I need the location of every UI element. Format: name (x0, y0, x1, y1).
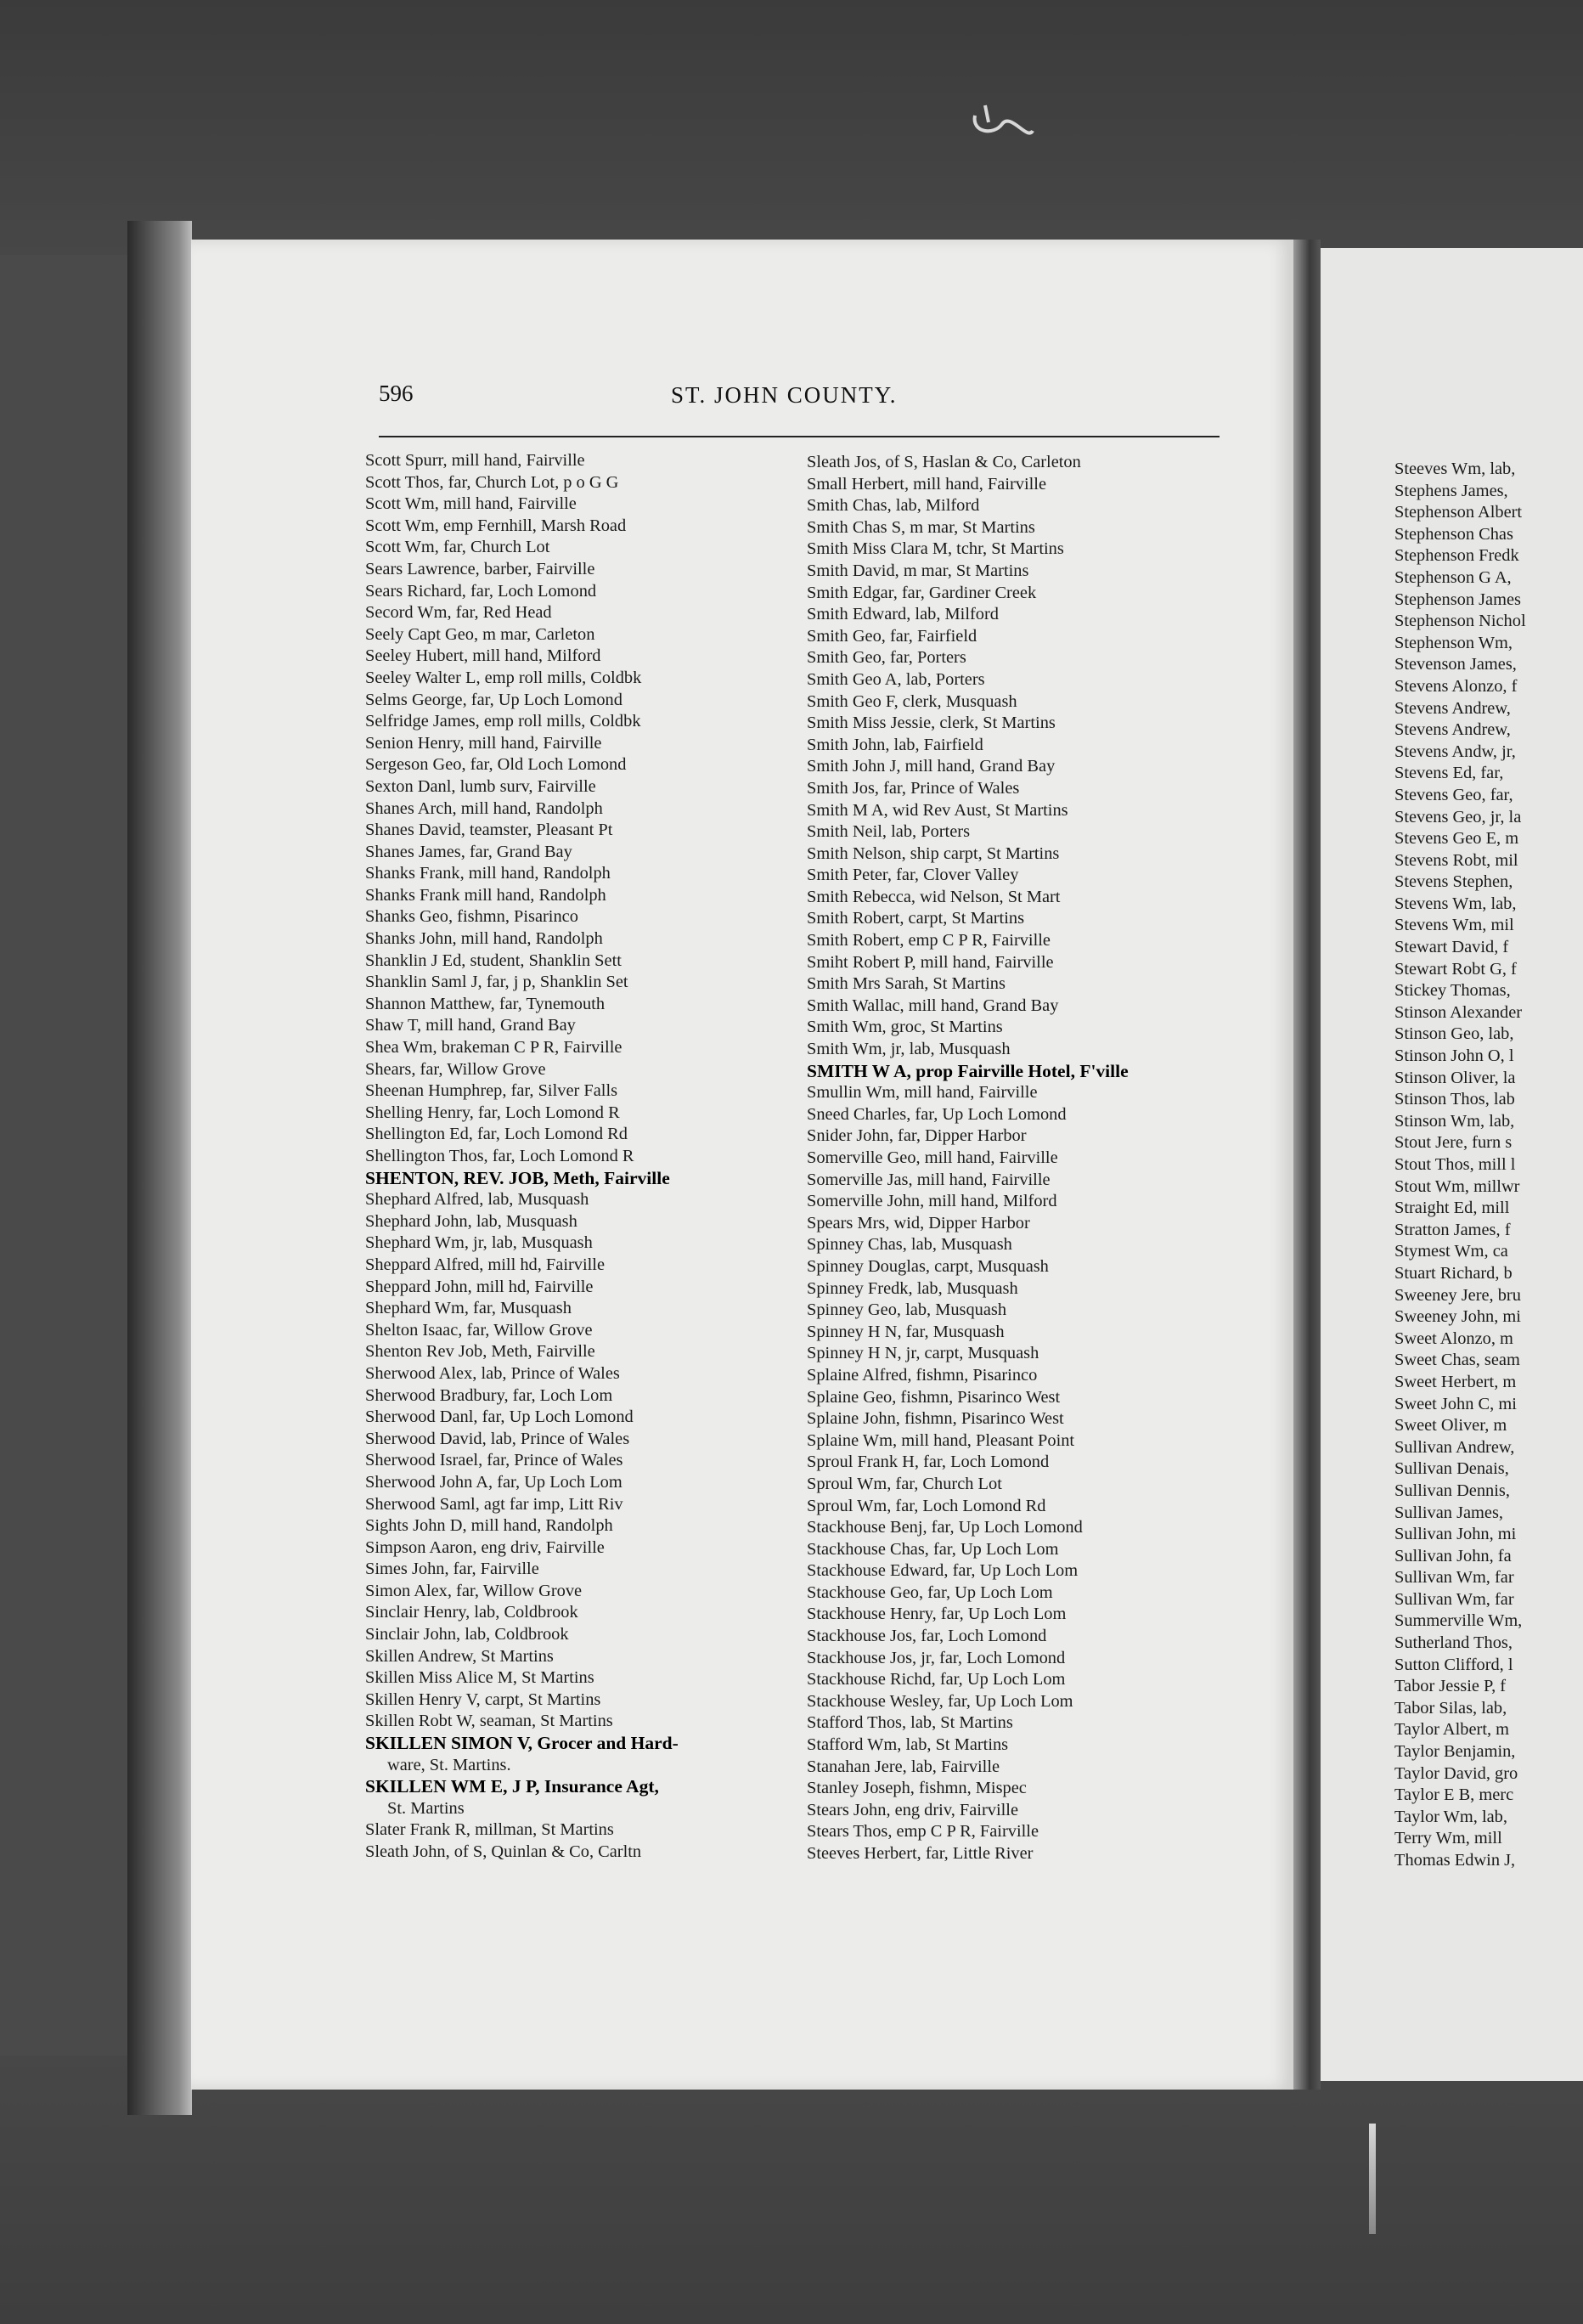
directory-entry: Sutton Clifford, l (1394, 1655, 1513, 1674)
directory-entry: Shanklin Saml J, far, j p, Shanklin Set (365, 973, 628, 992)
directory-entry: Skillen Andrew, St Martins (365, 1646, 554, 1666)
directory-column-2 (807, 452, 1223, 1865)
directory-entry: Stout Thos, mill l (1394, 1155, 1516, 1174)
directory-entry: Smith John J, mill hand, Grand Bay (807, 757, 1056, 776)
directory-entry: SKILLEN WM E, J P, Insurance Agt, (365, 1776, 659, 1797)
directory-column-1 (365, 450, 790, 1864)
directory-entry: Sneed Charles, far, Up Loch Lomond (807, 1104, 1067, 1124)
directory-entry: Tabor Jessie P, f (1394, 1677, 1507, 1696)
directory-entry: Taylor David, gro (1394, 1763, 1518, 1783)
directory-entry: Stevens Andw, jr, (1394, 742, 1516, 761)
directory-entry: Stinson Thos, lab (1394, 1090, 1515, 1109)
directory-entry: Somerville Jas, mill hand, Fairville (807, 1170, 1051, 1189)
directory-entry: Shephard John, lab, Musquash (365, 1211, 577, 1231)
directory-entry: Stackhouse Wesley, far, Up Loch Lom (807, 1691, 1073, 1711)
directory-entry: Small Herbert, mill hand, Fairville (807, 474, 1047, 494)
directory-entry: Stackhouse Jos, jr, far, Loch Lomond (807, 1648, 1066, 1667)
directory-entry: Shanes David, teamster, Pleasant Pt (365, 821, 613, 840)
directory-entry: Seeley Walter L, emp roll mills, Coldbk (365, 668, 642, 687)
directory-entry: Smith M A, wid Rev Aust, St Martins (807, 800, 1068, 820)
directory-entry: Stephenson Fredk (1394, 546, 1519, 566)
directory-entry: Stevens Wm, mil (1394, 916, 1514, 935)
directory-entry: Scott Thos, far, Church Lot, p o G G (365, 472, 619, 492)
directory-entry: Splaine Wm, mill hand, Pleasant Point (807, 1430, 1075, 1450)
directory-entry: Stephenson Nichol (1394, 612, 1526, 631)
directory-entry: Spinney Chas, lab, Musquash (807, 1235, 1012, 1255)
directory-entry: Smith Mrs Sarah, St Martins (807, 974, 1006, 994)
directory-entry: Sullivan John, mi (1394, 1525, 1517, 1544)
directory-entry: Spinney Douglas, carpt, Musquash (807, 1256, 1049, 1276)
directory-entry: Stevens Andrew, (1394, 698, 1511, 718)
directory-entry: Smith Edgar, far, Gardiner Creek (807, 583, 1037, 602)
directory-entry: Smith Jos, far, Prince of Wales (807, 778, 1020, 798)
directory-entry: SHENTON, REV. JOB, Meth, Fairville (365, 1167, 670, 1188)
directory-entry: Stevens Alonzo, f (1394, 676, 1518, 696)
directory-entry: Stackhouse Benj, far, Up Loch Lomond (807, 1518, 1083, 1537)
directory-entry: Shaw T, mill hand, Grand Bay (365, 1016, 576, 1035)
directory-entry: Smith Rebecca, wid Nelson, St Mart (807, 887, 1061, 906)
directory-entry: Sleath Jos, of S, Haslan & Co, Carleton (807, 453, 1081, 471)
directory-entry: Smith Robert, emp C P R, Fairville (807, 931, 1051, 950)
directory-entry: Stevens Wm, lab, (1394, 894, 1517, 913)
directory-entry: Spinney H N, far, Musquash (807, 1322, 1005, 1341)
directory-entry: Stephenson James (1394, 589, 1521, 609)
directory-entry: Stephenson Chas (1394, 524, 1513, 544)
directory-entry: Spears Mrs, wid, Dipper Harbor (807, 1213, 1030, 1233)
directory-entry: Smullin Wm, mill hand, Fairville (807, 1083, 1038, 1103)
directory-entry: Splaine Alfred, fishmn, Pisarinco (807, 1365, 1038, 1385)
directory-entry: Spinney H N, jr, carpt, Musquash (807, 1344, 1039, 1363)
directory-entry: Stevens Geo, jr, la (1394, 807, 1522, 826)
directory-entry: Smith Peter, far, Clover Valley (807, 866, 1019, 885)
directory-entry: Stinson Geo, lab, (1394, 1024, 1514, 1044)
directory-entry: Selfridge James, emp roll mills, Coldbk (365, 712, 641, 731)
directory-entry: Sweet John C, mi (1394, 1394, 1517, 1413)
directory-entry: Shears, far, Willow Grove (365, 1059, 546, 1079)
directory-entry: Smith Wm, jr, lab, Musquash (807, 1040, 1011, 1059)
directory-entry: Sherwood Israel, far, Prince of Wales (365, 1451, 623, 1470)
directory-entry: Tabor Silas, lab, (1394, 1698, 1507, 1718)
scan-background-bottom (0, 2056, 1583, 2324)
directory-entry: Smith Geo F, clerk, Musquash (807, 691, 1017, 711)
directory-entry: Smiht Robert P, mill hand, Fairville (807, 952, 1054, 972)
directory-entry: Sights John D, mill hand, Randolph (365, 1516, 613, 1536)
directory-entry: Slater Frank R, millman, St Martins (365, 1820, 614, 1840)
directory-entry: Stephens James, (1394, 481, 1508, 500)
directory-entry: Sears Richard, far, Loch Lomond (365, 581, 597, 601)
directory-entry: Sheppard John, mill hd, Fairville (365, 1277, 594, 1296)
directory-entry: Sullivan James, (1394, 1503, 1503, 1522)
directory-entry: Shellington Ed, far, Loch Lomond Rd (365, 1125, 628, 1144)
directory-entry: Smith Robert, carpt, St Martins (807, 909, 1024, 928)
directory-entry: Smith Miss Jessie, clerk, St Martins (807, 714, 1056, 733)
directory-entry: Shea Wm, brakeman C P R, Fairville (365, 1038, 622, 1058)
directory-entry: Sproul Wm, far, Loch Lomond Rd (807, 1496, 1046, 1515)
directory-entry: Stackhouse Chas, far, Up Loch Lom (807, 1539, 1059, 1559)
directory-entry: Scott Wm, emp Fernhill, Marsh Road (365, 516, 627, 535)
directory-entry: Shenton Rev Job, Meth, Fairville (365, 1342, 595, 1362)
directory-entry: Smith Geo A, lab, Porters (807, 669, 985, 689)
directory-entry: Shephard Wm, jr, lab, Musquash (365, 1233, 593, 1253)
directory-entry: Sutherland Thos, (1394, 1633, 1513, 1653)
directory-entry: Sweet Oliver, m (1394, 1416, 1507, 1436)
directory-entry: Spinney Fredk, lab, Musquash (807, 1278, 1018, 1298)
directory-entry: Smith Edward, lab, Milford (807, 605, 999, 624)
directory-entry: Shephard Alfred, lab, Musquash (365, 1190, 589, 1210)
directory-entry: Stinson Wm, lab, (1394, 1111, 1515, 1131)
page-gutter (1293, 240, 1321, 2090)
directory-entry: Sullivan Denais, (1394, 1459, 1509, 1479)
directory-entry: Stackhouse Edward, far, Up Loch Lom (807, 1561, 1079, 1581)
directory-entry: Selms George, far, Up Loch Lomond (365, 690, 622, 709)
directory-entry: Summerville Wm, (1394, 1611, 1523, 1631)
directory-entry: Stuart Richard, b (1394, 1263, 1513, 1283)
directory-entry: Skillen Miss Alice M, St Martins (365, 1668, 594, 1688)
directory-entry: Stickey Thomas, (1394, 981, 1511, 1001)
light-flare (1369, 2124, 1376, 2234)
directory-entry: SMITH W A, prop Fairville Hotel, F'ville (807, 1060, 1129, 1081)
directory-entry: Smith Geo, far, Fairfield (807, 626, 977, 646)
directory-entry: Stanahan Jere, lab, Fairville (807, 1757, 1000, 1776)
directory-entry: Terry Wm, mill (1394, 1829, 1502, 1848)
directory-entry: ware, St. Martins. (387, 1755, 511, 1774)
directory-entry: Splaine John, fishmn, Pisarinco West (807, 1409, 1064, 1429)
directory-entry: Sweeney Jere, bru (1394, 1285, 1521, 1305)
directory-entry: Sherwood David, lab, Prince of Wales (365, 1429, 630, 1448)
directory-entry: Sproul Frank H, far, Loch Lomond (807, 1452, 1050, 1472)
directory-entry: Stinson John O, l (1394, 1046, 1514, 1066)
directory-entry: Stout Jere, furn s (1394, 1133, 1513, 1153)
directory-entry: Shelton Isaac, far, Willow Grove (365, 1320, 593, 1340)
directory-entry: Smith Nelson, ship carpt, St Martins (807, 843, 1060, 863)
directory-entry: Smith John, lab, Fairfield (807, 735, 983, 754)
directory-entry: Sweeney John, mi (1394, 1307, 1521, 1327)
directory-entry: Simes John, far, Fairville (365, 1560, 539, 1579)
directory-entry: Smith Neil, lab, Porters (807, 822, 970, 842)
directory-entry: Stephenson G A, (1394, 567, 1512, 587)
directory-entry: Secord Wm, far, Red Head (365, 603, 552, 623)
directory-entry: Sherwood Alex, lab, Prince of Wales (365, 1363, 620, 1383)
directory-entry: Stephenson Wm, (1394, 633, 1513, 652)
directory-entry: Sullivan Wm, far (1394, 1568, 1514, 1588)
directory-entry: Smith David, m mar, St Martins (807, 561, 1029, 580)
directory-entry: Stinson Alexander (1394, 1002, 1523, 1022)
directory-entry: Sproul Wm, far, Church Lot (807, 1474, 1002, 1493)
directory-entry: Stevens Geo, far, (1394, 785, 1513, 804)
directory-entry: Stevens Andrew, (1394, 720, 1511, 740)
directory-entry: Stout Wm, millwr (1394, 1176, 1520, 1196)
directory-entry: Skillen Henry V, carpt, St Martins (365, 1689, 601, 1709)
directory-entry: Sherwood Saml, agt far imp, Litt Riv (365, 1494, 623, 1514)
directory-entry: Stevens Stephen, (1394, 872, 1513, 892)
directory-entry: SKILLEN SIMON V, Grocer and Hard- (365, 1733, 679, 1754)
directory-entry: Stackhouse Richd, far, Up Loch Lom (807, 1670, 1066, 1689)
directory-entry: Taylor E B, merc (1394, 1785, 1514, 1805)
directory-entry: Sweet Herbert, m (1394, 1372, 1517, 1391)
directory-entry: Stewart Robt G, f (1394, 959, 1517, 979)
directory-entry: Smith Wm, groc, St Martins (807, 1018, 1003, 1037)
directory-entry: Stackhouse Jos, far, Loch Lomond (807, 1627, 1047, 1646)
directory-entry: Scott Wm, far, Church Lot (365, 538, 550, 557)
directory-entry: Shannon Matthew, far, Tynemouth (365, 994, 606, 1013)
directory-entry: Sheenan Humphrep, far, Silver Falls (365, 1081, 618, 1101)
directory-entry: Stewart David, f (1394, 938, 1509, 957)
directory-entry: Sleath John, of S, Quinlan & Co, Carltn (365, 1842, 642, 1861)
directory-entry: Stymest Wm, ca (1394, 1242, 1508, 1261)
directory-entry: Taylor Wm, lab, (1394, 1807, 1507, 1826)
directory-entry: Stears Thos, emp C P R, Fairville (807, 1822, 1039, 1842)
directory-entry: Stackhouse Geo, far, Up Loch Lom (807, 1582, 1053, 1602)
directory-entry: Shanks John, mill hand, Randolph (365, 929, 603, 949)
directory-entry: Shellington Thos, far, Loch Lomond R (365, 1147, 634, 1165)
directory-entry: Shanes Arch, mill hand, Randolph (365, 798, 603, 818)
directory-entry: Senion Henry, mill hand, Fairville (365, 733, 602, 753)
directory-entry: Sherwood John A, far, Up Loch Lom (365, 1472, 622, 1492)
directory-entry: Shephard Wm, far, Musquash (365, 1299, 572, 1318)
page-number: 596 (379, 381, 414, 406)
header-rule (379, 436, 1220, 437)
directory-entry: Sweet Chas, seam (1394, 1351, 1520, 1370)
book-spine (127, 221, 192, 2115)
directory-entry: Seeley Hubert, mill hand, Milford (365, 646, 601, 666)
directory-entry: Shanks Geo, fishmn, Pisarinco (365, 907, 578, 927)
directory-entry: Smith Geo, far, Porters (807, 648, 966, 668)
directory-entry: Shanks Frank, mill hand, Randolph (365, 864, 611, 883)
directory-entry: Sergeson Geo, far, Old Loch Lomond (365, 755, 627, 775)
directory-entry: Stevens Ed, far, (1394, 764, 1504, 783)
directory-entry: Stevens Geo E, m (1394, 829, 1519, 849)
directory-entry: Sheppard Alfred, mill hd, Fairville (365, 1255, 606, 1274)
directory-entry: Smith Miss Clara M, tchr, St Martins (807, 539, 1064, 559)
directory-entry: Sullivan John, fa (1394, 1546, 1512, 1565)
directory-entry: Seely Capt Geo, m mar, Carleton (365, 624, 595, 644)
directory-entry: Sullivan Wm, far (1394, 1589, 1514, 1609)
directory-entry: Stackhouse Henry, far, Up Loch Lom (807, 1605, 1067, 1624)
running-head: ST. JOHN COUNTY. (671, 382, 898, 408)
directory-entry: Sullivan Andrew, (1394, 1437, 1515, 1457)
directory-entry: Skillen Robt W, seaman, St Martins (365, 1712, 613, 1731)
directory-entry: Taylor Benjamin, (1394, 1742, 1516, 1762)
directory-entry: Thomas Edwin J, (1394, 1851, 1516, 1870)
directory-entry: Shelling Henry, far, Loch Lomond R (365, 1103, 620, 1122)
directory-entry: Stafford Wm, lab, St Martins (807, 1735, 1009, 1755)
directory-entry: Somerville John, mill hand, Milford (807, 1192, 1057, 1211)
directory-entry: Scott Wm, mill hand, Fairville (365, 494, 577, 514)
directory-entry: Sinclair John, lab, Coldbrook (365, 1625, 569, 1644)
directory-entry: Stratton James, f (1394, 1220, 1511, 1239)
directory-entry: Simon Alex, far, Willow Grove (365, 1581, 583, 1600)
directory-entry: Sherwood Bradbury, far, Loch Lom (365, 1385, 613, 1405)
directory-entry: Shanklin J Ed, student, Shanklin Sett (365, 950, 622, 970)
directory-entry: Stafford Thos, lab, St Martins (807, 1713, 1013, 1733)
directory-entry: Scott Spurr, mill hand, Fairville (365, 451, 585, 470)
directory-entry: Sears Lawrence, barber, Fairville (365, 559, 595, 578)
directory-entry: Spinney Geo, lab, Musquash (807, 1300, 1007, 1320)
directory-entry: Stevens Robt, mil (1394, 850, 1518, 870)
directory-entry: Sinclair Henry, lab, Coldbrook (365, 1603, 578, 1622)
directory-entry: Sullivan Dennis, (1394, 1481, 1510, 1500)
directory-entry: Shanks Frank mill hand, Randolph (365, 885, 606, 905)
directory-entry: Sexton Danl, lumb surv, Fairville (365, 776, 596, 796)
directory-entry: Stevenson James, (1394, 655, 1517, 674)
pencil-mark (968, 99, 1036, 149)
directory-entry: Smith Chas, lab, Milford (807, 496, 980, 516)
directory-entry: Shanes James, far, Grand Bay (365, 842, 572, 861)
directory-entry: Stephenson Albert (1394, 503, 1523, 522)
directory-entry: Splaine Geo, fishmn, Pisarinco West (807, 1387, 1061, 1407)
directory-entry: Sherwood Danl, far, Up Loch Lomond (365, 1407, 634, 1427)
directory-entry: Smith Chas S, m mar, St Martins (807, 517, 1035, 537)
scan-background-top (0, 0, 1583, 255)
directory-entry: Steeves Herbert, far, Little River (807, 1844, 1034, 1863)
directory-entry: St. Martins (387, 1798, 465, 1818)
directory-entry: Smith Wallac, mill hand, Grand Bay (807, 996, 1059, 1015)
directory-entry: Snider John, far, Dipper Harbor (807, 1126, 1027, 1146)
directory-entry: Somerville Geo, mill hand, Fairville (807, 1148, 1058, 1167)
directory-entry: Stinson Oliver, la (1394, 1068, 1516, 1087)
directory-entry: Straight Ed, mill (1394, 1199, 1510, 1218)
directory-entry: Sweet Alonzo, m (1394, 1328, 1513, 1348)
directory-entry: Steeves Wm, lab, (1394, 460, 1516, 478)
directory-entry: Stears John, eng driv, Fairville (807, 1800, 1018, 1819)
directory-column-3 (1394, 459, 1583, 1872)
directory-entry: Taylor Albert, m (1394, 1720, 1510, 1740)
directory-entry: Stanley Joseph, fishmn, Mispec (807, 1779, 1027, 1798)
directory-entry: Simpson Aaron, eng driv, Fairville (365, 1537, 605, 1557)
